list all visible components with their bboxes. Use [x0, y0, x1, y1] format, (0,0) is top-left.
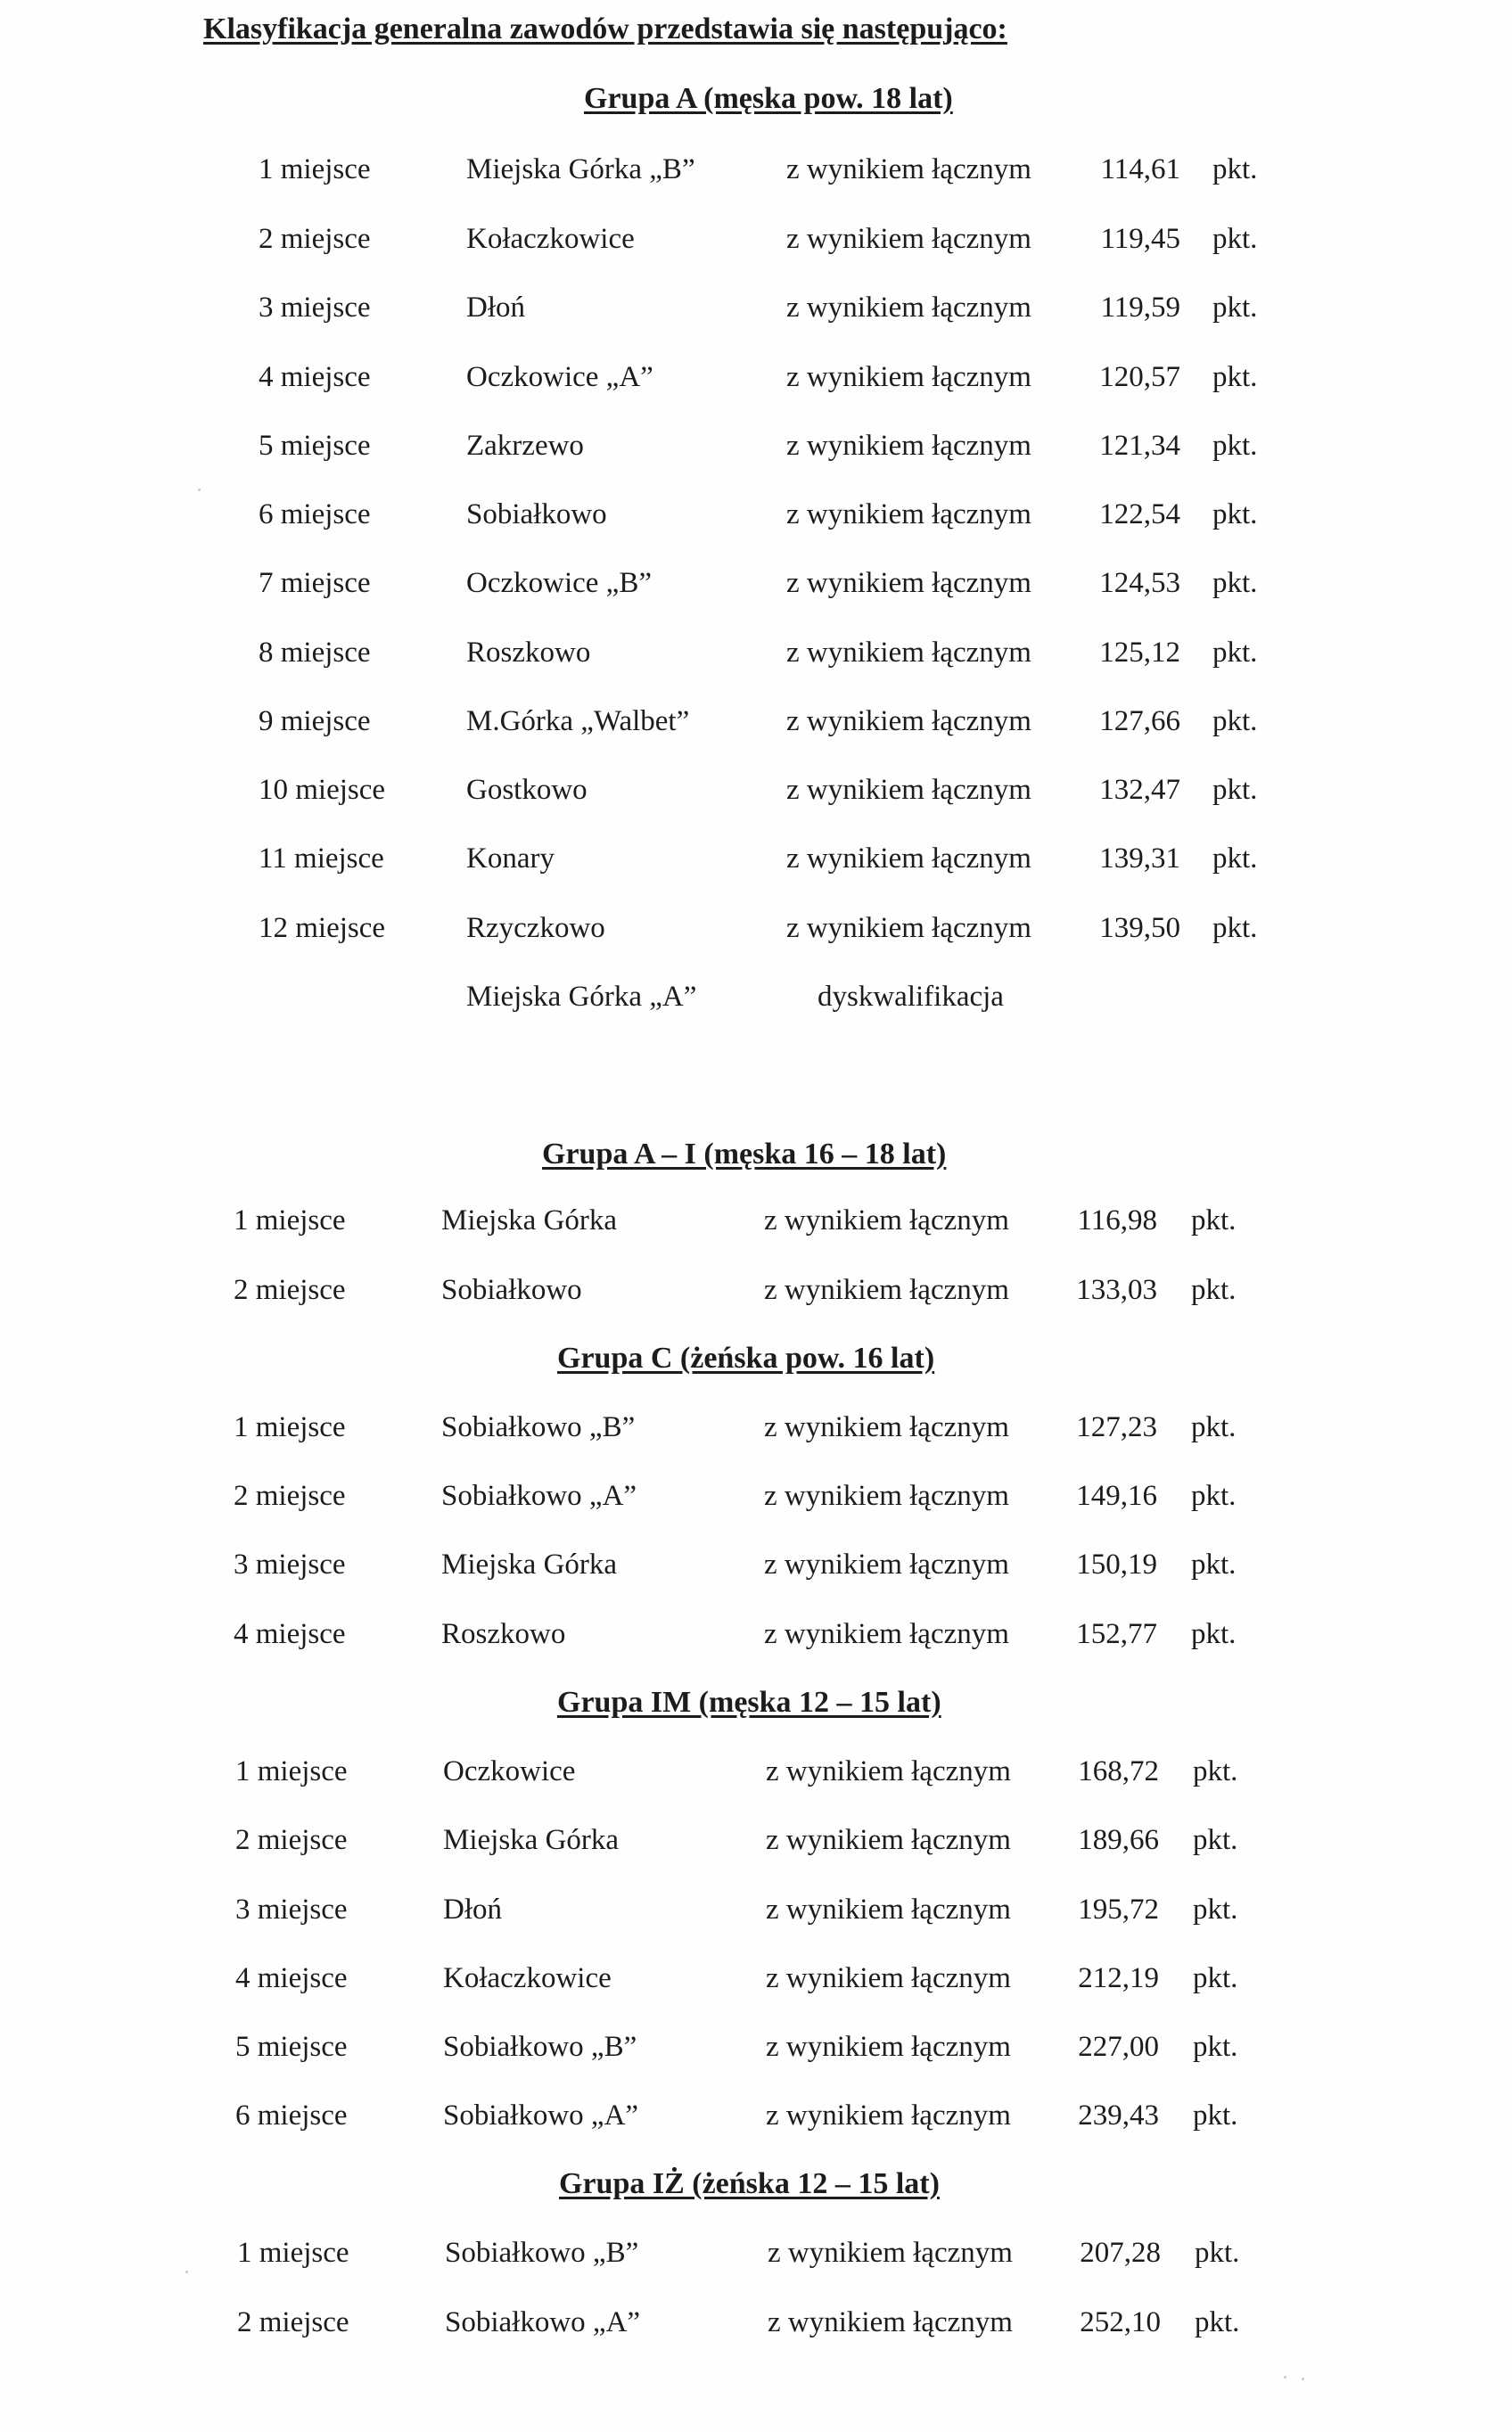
- scan-speck: [1284, 2376, 1286, 2379]
- result-label-cell: z wynikiem łącznym: [786, 361, 1031, 393]
- table-row: [0, 842, 1512, 887]
- team-cell: Oczkowice „B”: [466, 567, 652, 599]
- place-cell: 9 miejsce: [259, 705, 371, 737]
- table-row: [0, 912, 1512, 957]
- result-label-cell: z wynikiem łącznym: [764, 1274, 1009, 1306]
- score-cell: 125,12: [1099, 637, 1180, 669]
- table-row: [0, 430, 1512, 474]
- unit-cell: pkt.: [1212, 292, 1258, 324]
- table-row: [0, 1480, 1512, 1524]
- score-cell: 207,28: [1080, 2237, 1161, 2269]
- table-row: [0, 1755, 1512, 1800]
- unit-cell: pkt.: [1212, 705, 1258, 737]
- table-row: [0, 1618, 1512, 1663]
- table-row: [0, 1962, 1512, 2007]
- team-cell: Sobiałkowo „B”: [443, 2031, 637, 2063]
- team-cell: Sobiałkowo „B”: [445, 2237, 639, 2269]
- unit-cell: pkt.: [1193, 1755, 1238, 1787]
- place-cell: 6 miejsce: [259, 498, 371, 530]
- result-label-cell: z wynikiem łącznym: [764, 1204, 1009, 1237]
- score-cell: 195,72: [1078, 1894, 1159, 1926]
- unit-cell: pkt.: [1191, 1411, 1237, 1443]
- score-cell: 189,66: [1078, 1824, 1159, 1856]
- place-cell: 11 miejsce: [259, 842, 384, 875]
- score-cell: 114,61: [1100, 153, 1180, 185]
- result-label-cell: z wynikiem łącznym: [764, 1411, 1009, 1443]
- score-cell: 119,59: [1100, 292, 1180, 324]
- unit-cell: pkt.: [1193, 1962, 1238, 1994]
- table-row: [0, 1894, 1512, 1938]
- team-cell: Rzyczkowo: [466, 912, 605, 944]
- result-label-cell: z wynikiem łącznym: [766, 1755, 1011, 1787]
- unit-cell: pkt.: [1212, 361, 1258, 393]
- team-cell: Kołaczkowice: [466, 223, 635, 255]
- place-cell: 4 miejsce: [235, 1962, 348, 1994]
- place-cell: 4 miejsce: [234, 1618, 346, 1650]
- place-cell: 6 miejsce: [235, 2099, 348, 2132]
- result-label-cell: z wynikiem łącznym: [768, 2306, 1013, 2338]
- unit-cell: pkt.: [1193, 2031, 1238, 2063]
- team-cell: Oczkowice „A”: [466, 361, 653, 393]
- team-cell: Konary: [466, 842, 555, 875]
- unit-cell: pkt.: [1212, 842, 1258, 875]
- score-cell: 139,31: [1099, 842, 1180, 875]
- place-cell: 5 miejsce: [235, 2031, 348, 2063]
- unit-cell: pkt.: [1212, 567, 1258, 599]
- team-cell: M.Górka „Walbet”: [466, 705, 690, 737]
- place-cell: 4 miejsce: [259, 361, 371, 393]
- result-label-cell: z wynikiem łącznym: [786, 912, 1031, 944]
- table-row: [0, 1274, 1512, 1319]
- result-label-cell: z wynikiem łącznym: [768, 2237, 1013, 2269]
- result-label-cell: z wynikiem łącznym: [764, 1618, 1009, 1650]
- unit-cell: pkt.: [1191, 1204, 1237, 1237]
- table-row: [0, 1824, 1512, 1869]
- result-label-cell: z wynikiem łącznym: [786, 705, 1031, 737]
- place-cell: 7 miejsce: [259, 567, 371, 599]
- table-row: [0, 2306, 1512, 2351]
- place-cell: 2 miejsce: [234, 1274, 346, 1306]
- unit-cell: pkt.: [1212, 223, 1258, 255]
- team-cell: Gostkowo: [466, 774, 588, 806]
- team-cell: Sobiałkowo „A”: [443, 2099, 639, 2132]
- group-heading-a: Grupa A (męska pow. 18 lat): [584, 82, 953, 115]
- team-cell: Kołaczkowice: [443, 1962, 612, 1994]
- result-label-cell: z wynikiem łącznym: [764, 1549, 1009, 1581]
- result-label-cell: z wynikiem łącznym: [786, 153, 1031, 185]
- result-label-cell: z wynikiem łącznym: [766, 1894, 1011, 1926]
- team-cell: Dłoń: [443, 1894, 502, 1926]
- score-cell: 132,47: [1099, 774, 1180, 806]
- score-cell: 239,43: [1078, 2099, 1159, 2132]
- score-cell: 124,53: [1099, 567, 1180, 599]
- table-row: [0, 2237, 1512, 2281]
- unit-cell: pkt.: [1193, 1894, 1238, 1926]
- table-row: [0, 1549, 1512, 1593]
- score-cell: 133,03: [1076, 1274, 1157, 1306]
- result-label-cell: dyskwalifikacja: [818, 981, 1004, 1013]
- group-heading-iz: Grupa IŻ (żeńska 12 – 15 lat): [559, 2167, 940, 2200]
- table-row: [0, 2099, 1512, 2144]
- group-heading-c: Grupa C (żeńska pow. 16 lat): [557, 1342, 935, 1375]
- score-cell: 122,54: [1099, 498, 1180, 530]
- place-cell: 1 miejsce: [234, 1204, 346, 1237]
- team-cell: Miejska Górka: [443, 1824, 620, 1856]
- score-cell: 121,34: [1099, 430, 1180, 462]
- table-row: [0, 705, 1512, 750]
- place-cell: 1 miejsce: [235, 1755, 348, 1787]
- team-cell: Sobiałkowo: [441, 1274, 582, 1306]
- table-row: [0, 774, 1512, 818]
- place-cell: 5 miejsce: [259, 430, 371, 462]
- unit-cell: pkt.: [1212, 774, 1258, 806]
- place-cell: 3 miejsce: [259, 292, 371, 324]
- result-label-cell: z wynikiem łącznym: [786, 774, 1031, 806]
- score-cell: 168,72: [1078, 1755, 1159, 1787]
- team-cell: Miejska Górka: [441, 1549, 618, 1581]
- unit-cell: pkt.: [1212, 153, 1258, 185]
- place-cell: 1 miejsce: [237, 2237, 349, 2269]
- result-label-cell: z wynikiem łącznym: [786, 498, 1031, 530]
- place-cell: 3 miejsce: [234, 1549, 346, 1581]
- result-label-cell: z wynikiem łącznym: [786, 223, 1031, 255]
- team-cell: Miejska Górka „B”: [466, 153, 695, 185]
- table-row: [0, 637, 1512, 681]
- table-row: [0, 1204, 1512, 1249]
- score-cell: 120,57: [1099, 361, 1180, 393]
- place-cell: 2 miejsce: [235, 1824, 348, 1856]
- group-heading-a-i: Grupa A – I (męska 16 – 18 lat): [542, 1138, 947, 1171]
- team-cell: Sobiałkowo „A”: [441, 1480, 637, 1512]
- place-cell: 2 miejsce: [237, 2306, 349, 2338]
- team-cell: Sobiałkowo „B”: [441, 1411, 636, 1443]
- unit-cell: pkt.: [1212, 637, 1258, 669]
- result-label-cell: z wynikiem łącznym: [786, 637, 1031, 669]
- scan-speck: [198, 489, 201, 491]
- place-cell: 1 miejsce: [259, 153, 371, 185]
- table-row: [0, 361, 1512, 406]
- score-cell: 127,66: [1099, 705, 1180, 737]
- team-cell: Oczkowice: [443, 1755, 576, 1787]
- unit-cell: pkt.: [1212, 430, 1258, 462]
- table-row-disqualified: [0, 981, 1512, 1025]
- score-cell: 127,23: [1076, 1411, 1157, 1443]
- result-label-cell: z wynikiem łącznym: [766, 2031, 1011, 2063]
- group-heading-im: Grupa IM (męska 12 – 15 lat): [557, 1686, 941, 1719]
- place-cell: 2 miejsce: [234, 1480, 346, 1512]
- unit-cell: pkt.: [1212, 498, 1258, 530]
- score-cell: 150,19: [1076, 1549, 1157, 1581]
- score-cell: 139,50: [1099, 912, 1180, 944]
- place-cell: 2 miejsce: [259, 223, 371, 255]
- place-cell: 12 miejsce: [259, 912, 386, 944]
- team-cell: Zakrzewo: [466, 430, 584, 462]
- place-cell: 3 miejsce: [235, 1894, 348, 1926]
- table-row: [0, 292, 1512, 336]
- score-cell: 152,77: [1076, 1618, 1157, 1650]
- table-row: [0, 223, 1512, 267]
- table-row: [0, 2031, 1512, 2075]
- document-heading: Klasyfikacja generalna zawodów przedstawia się następująco:: [203, 12, 1007, 45]
- team-cell: Roszkowo: [466, 637, 591, 669]
- team-cell: Dłoń: [466, 292, 525, 324]
- table-row: [0, 567, 1512, 612]
- unit-cell: pkt.: [1212, 912, 1258, 944]
- place-cell: 1 miejsce: [234, 1411, 346, 1443]
- team-cell: Miejska Górka: [441, 1204, 618, 1237]
- unit-cell: pkt.: [1191, 1549, 1237, 1581]
- unit-cell: pkt.: [1193, 2099, 1238, 2132]
- score-cell: 227,00: [1078, 2031, 1159, 2063]
- result-label-cell: z wynikiem łącznym: [786, 842, 1031, 875]
- score-cell: 149,16: [1076, 1480, 1157, 1512]
- team-cell: Sobiałkowo: [466, 498, 607, 530]
- result-label-cell: z wynikiem łącznym: [786, 292, 1031, 324]
- unit-cell: pkt.: [1195, 2237, 1240, 2269]
- team-cell: Roszkowo: [441, 1618, 566, 1650]
- result-label-cell: z wynikiem łącznym: [786, 567, 1031, 599]
- score-cell: 116,98: [1077, 1204, 1157, 1237]
- unit-cell: pkt.: [1191, 1618, 1237, 1650]
- table-row: [0, 1411, 1512, 1456]
- table-row: [0, 498, 1512, 543]
- table-row: [0, 153, 1512, 198]
- result-label-cell: z wynikiem łącznym: [766, 2099, 1011, 2132]
- score-cell: 252,10: [1080, 2306, 1161, 2338]
- result-label-cell: z wynikiem łącznym: [766, 1824, 1011, 1856]
- place-cell: 8 miejsce: [259, 637, 371, 669]
- unit-cell: pkt.: [1191, 1274, 1237, 1306]
- score-cell: 119,45: [1100, 223, 1180, 255]
- unit-cell: pkt.: [1193, 1824, 1238, 1856]
- unit-cell: pkt.: [1195, 2306, 1240, 2338]
- place-cell: 10 miejsce: [259, 774, 386, 806]
- score-cell: 212,19: [1078, 1962, 1159, 1994]
- team-cell: Miejska Górka „A”: [466, 981, 697, 1013]
- result-label-cell: z wynikiem łącznym: [766, 1962, 1011, 1994]
- result-label-cell: z wynikiem łącznym: [786, 430, 1031, 462]
- unit-cell: pkt.: [1191, 1480, 1237, 1512]
- scan-speck: [1302, 2378, 1304, 2380]
- result-label-cell: z wynikiem łącznym: [764, 1480, 1009, 1512]
- team-cell: Sobiałkowo „A”: [445, 2306, 641, 2338]
- scan-speck: [185, 2271, 188, 2273]
